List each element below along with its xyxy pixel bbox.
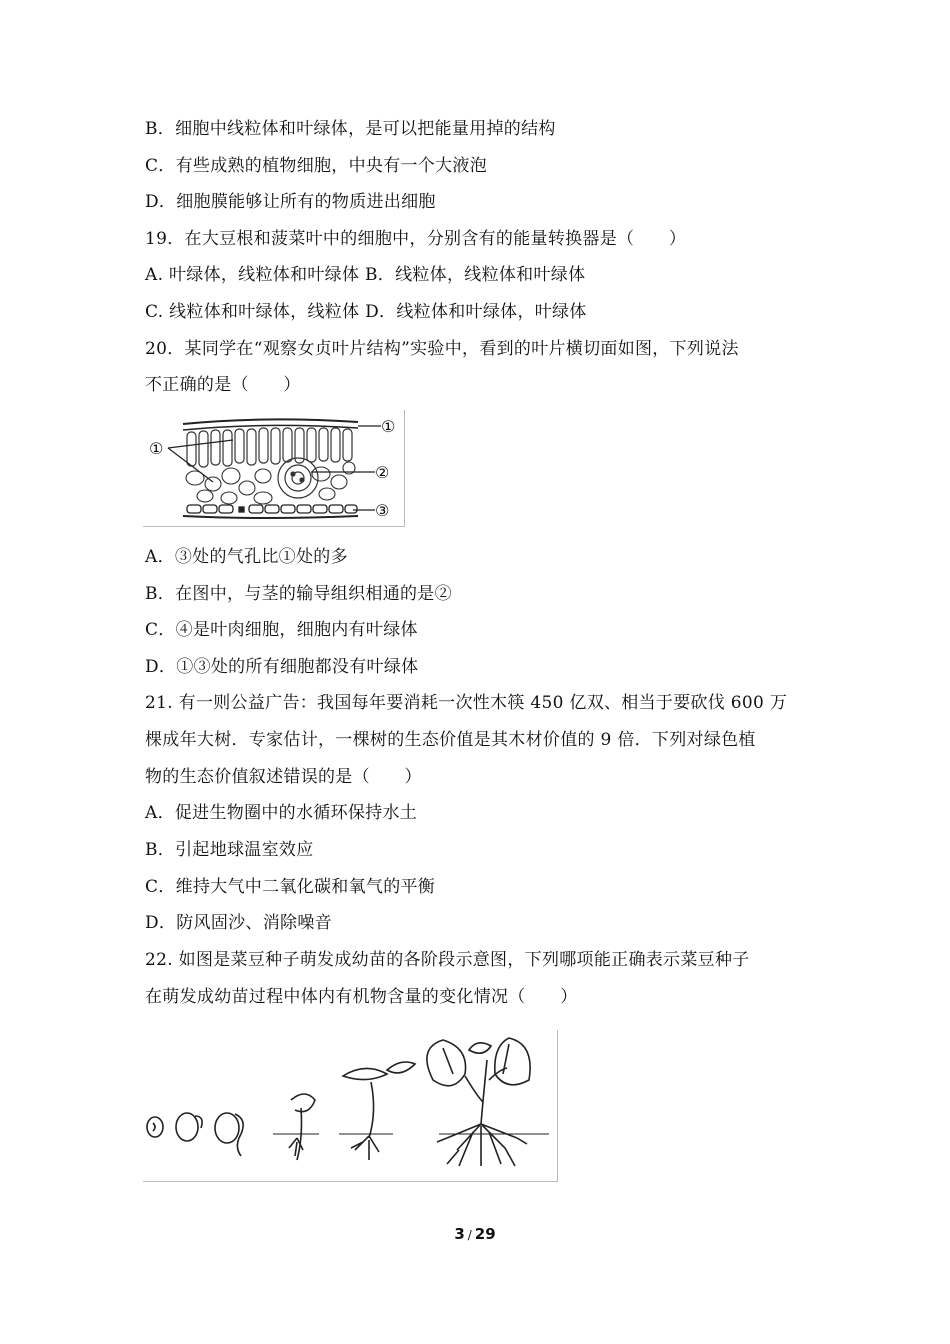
option-c-q20: C．④是叶肉细胞，细胞内有叶绿体 — [145, 620, 418, 640]
figure-label-2: ② — [375, 463, 390, 482]
option-a-q20: A．③处的气孔比①处的多 — [145, 547, 348, 567]
question-21-line-2: 棵成年大树．专家估计，一棵树的生态价值是其木材价值的 9 倍．下列对绿色植 — [145, 730, 756, 750]
option-d-q21: D．防风固沙、消除噪音 — [145, 913, 332, 933]
page-number — [0, 1225, 950, 1243]
bean-germination-figure — [143, 1030, 558, 1182]
option-b-q21: B．引起地球温室效应 — [145, 840, 314, 860]
question-21-line-3: 物的生态价值叙述错误的是（ ） — [145, 767, 422, 787]
option-b-q20: B．在图中，与茎的输导组织相通的是② — [145, 584, 452, 604]
figure-label-1-right: ① — [381, 417, 396, 436]
option-cd-q19: C. 线粒体和叶绿体，线粒体 D．线粒体和叶绿体，叶绿体 — [145, 302, 587, 322]
option-a-q21: A．促进生物圈中的水循环保持水土 — [145, 803, 418, 823]
question-22-line-1: 22. 如图是菜豆种子萌发成幼苗的各阶段示意图，下列哪项能正确表示菜豆种子 — [145, 950, 750, 970]
question-19: 19．在大豆根和菠菜叶中的细胞中，分别含有的能量转换器是（ ） — [145, 229, 687, 249]
option-d-q20: D．①③处的所有细胞都没有叶绿体 — [145, 657, 419, 677]
figure-label-1-left: ① — [149, 439, 164, 458]
option-b-q18: B．细胞中线粒体和叶绿体，是可以把能量用掉的结构 — [145, 119, 556, 139]
page-total: 29 — [474, 1225, 496, 1243]
option-c-q18: C．有些成熟的植物细胞，中央有一个大液泡 — [145, 156, 488, 176]
question-20-line-2: 不正确的是（ ） — [145, 375, 301, 395]
question-20-line-1: 20．某同学在“观察女贞叶片结构”实验中，看到的叶片横切面如图，下列说法 — [145, 339, 739, 359]
page-separator: / — [467, 1228, 472, 1242]
question-21-line-1: 21. 有一则公益广告：我国每年要消耗一次性木筷 450 亿双、相当于要砍伐 600 万 — [145, 693, 788, 713]
figure-label-3: ③ — [375, 501, 390, 520]
question-22-line-2: 在萌发成幼苗过程中体内有机物含量的变化情况（ ） — [145, 987, 578, 1007]
option-d-q18: D．细胞膜能够让所有的物质进出细胞 — [145, 192, 436, 212]
leaf-cross-section-figure — [143, 410, 405, 527]
option-ab-q19: A. 叶绿体，线粒体和叶绿体 B．线粒体，线粒体和叶绿体 — [145, 265, 586, 285]
page-current: 3 — [454, 1225, 465, 1243]
option-c-q21: C．维持大气中二氧化碳和氧气的平衡 — [145, 877, 436, 897]
